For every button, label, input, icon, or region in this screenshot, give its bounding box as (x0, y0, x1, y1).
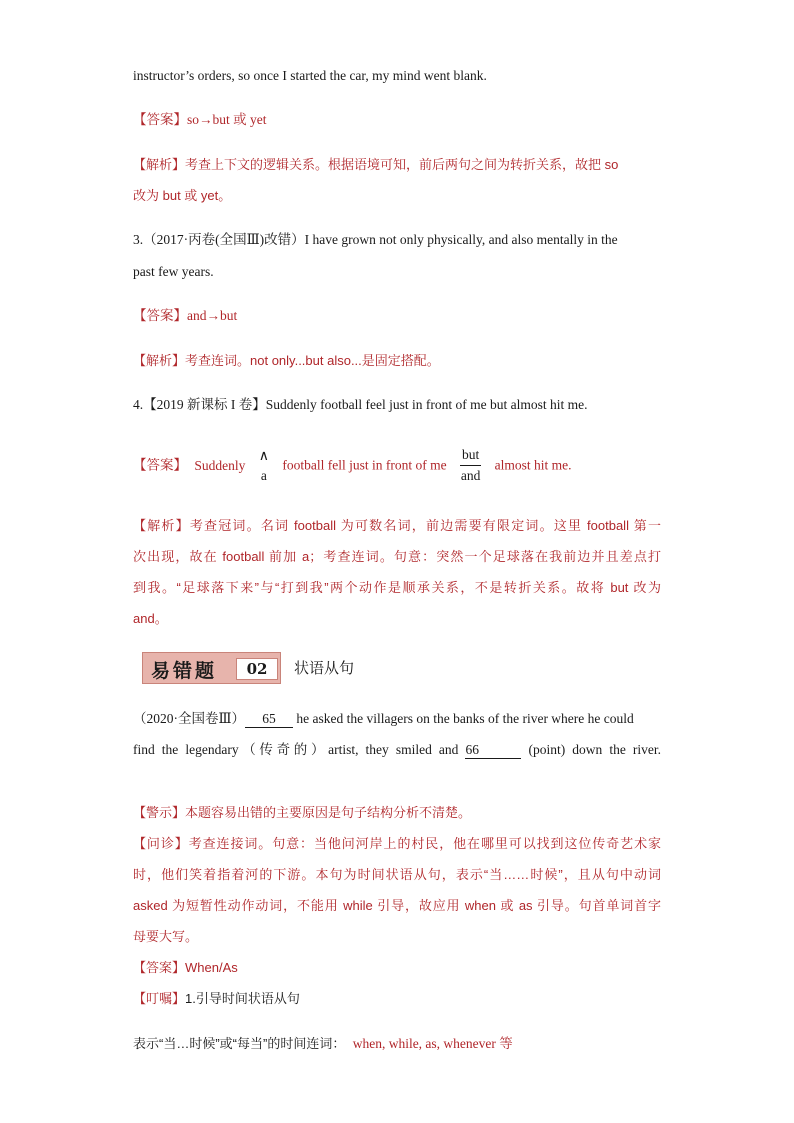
q5-diagnosis-line-1 (133, 834, 661, 854)
q3-analysis-text: 考查连词。not only...but also...是固定搭配。 (185, 353, 440, 368)
diagnosis-text-1: 考查连接词。句意：当他问河岸上的村民，他在哪里可以找到这位传奇艺术家 (188, 836, 661, 851)
analysis-label: 【解析】 (133, 353, 186, 368)
q4-analysis-line-1 (133, 516, 661, 536)
q4-answer (133, 445, 572, 486)
section-number: 02 (236, 658, 278, 680)
replacement-word: and (460, 468, 481, 483)
q5-stem-seg-3: (point) down the river. (528, 742, 662, 757)
intro-line: instructor’s orders, so once I started the car, my mind went blank. (133, 68, 487, 83)
answer-label: 【答案】 (133, 112, 187, 127)
warning-text: 本题容易出错的主要原因是句子结构分析不清楚。 (185, 805, 472, 820)
warning-label: 【警示】 (133, 805, 186, 820)
insertion-word: a (260, 467, 267, 483)
q4-analysis-line-2: 次出现，故在 football 前加 a；考查连词。句意：突然一个足球落在我前边并且差点打 (133, 549, 661, 564)
q2-analysis-line-2: 改为 but 或 yet。 (133, 188, 232, 203)
q3-answer (133, 306, 237, 326)
q5-diagnosis-line-4: 母要大写。 (133, 929, 199, 944)
q5-tip (133, 989, 300, 1009)
diagnosis-label: 【问诊】 (133, 836, 189, 851)
q5-answer (133, 958, 238, 978)
section-title: 易错题 (151, 660, 218, 682)
analysis-label: 【解析】 (133, 518, 190, 533)
caret-icon: ∧ (258, 447, 270, 464)
q5-stem-seg-1: he asked the villagers on the banks of the river where he could (296, 711, 634, 726)
q4-answer-part-2: football fell just in front of me (282, 457, 447, 473)
replacement-mark (460, 445, 481, 486)
q3-analysis (133, 351, 440, 371)
section-topic: 状语从句 (294, 660, 355, 677)
tip-text: 1.引导时间状语从句 (185, 991, 300, 1006)
q5-stem-seg-2: find the legendary（传奇的）artist, they smiled and (133, 742, 459, 757)
analysis-label: 【解析】 (133, 157, 186, 172)
q5-answer-text: When/As (185, 960, 238, 975)
insertion-mark (259, 446, 269, 486)
q5-stem-line-2 (133, 740, 661, 760)
q2-analysis-text-1: 考查上下文的逻辑关系。根据语境可知，前后两句之间为转折关系，故把 so (185, 157, 619, 172)
q3-answer-text: and→but (187, 308, 238, 323)
q3-stem-line-1: 3.（2017·丙卷(全国Ⅲ)改错）I have grown not only physically, and also mentally in the (133, 232, 618, 247)
answer-label: 【答案】 (133, 457, 187, 473)
tip-label: 【叮嘱】 (133, 991, 186, 1006)
q5-stem-line-1 (133, 709, 634, 729)
q5-diagnosis-line-2: 时，他们笑着指着河的下游。本句为时间状语从句，表示“当……时候”，且从句中动词 (133, 867, 661, 882)
answer-label: 【答案】 (133, 960, 186, 975)
q4-answer-part-1: Suddenly (194, 457, 246, 473)
q4-analysis-line-4: and。 (133, 611, 168, 626)
answer-label: 【答案】 (133, 308, 187, 323)
q4-answer-part-3: almost hit me. (494, 457, 572, 473)
q4-stem: 4.【2019 新课标 I 卷】Suddenly football feel just in front of me but almost hit me. (133, 397, 588, 412)
q5-source: （2020·全国卷Ⅲ） (133, 711, 246, 726)
blank-65: 65 (245, 711, 293, 728)
q3-stem-line-2: past few years. (133, 264, 214, 279)
q4-analysis-text-1: 考查冠词。名词 football 为可数名词，前边需要有限定词。这里 football 第一 (189, 518, 661, 533)
q5-diagnosis-line-3: asked 为短暂性动作动词，不能用 while 引导，故应用 when 或 as 引导。句首单词首字 (133, 898, 661, 913)
last-line-conjunctions: when, while, as, whenever 等 (352, 1036, 513, 1051)
blank-66: 66 (465, 742, 521, 759)
q2-answer (133, 110, 267, 130)
q4-analysis-line-3: 到我。“足球落下来”与“打到我”两个动作是顺承关系，不是转折关系。故将 but 改为 (133, 580, 661, 595)
section-banner (142, 652, 281, 684)
q5-warning (133, 803, 471, 823)
q2-analysis-line-1 (133, 155, 618, 175)
last-line-label: 表示“当…时候”或“每当”的时间连词： (133, 1036, 346, 1051)
q2-answer-text: so→but 或 yet (187, 112, 267, 127)
replaced-word: but (460, 445, 481, 466)
q5-last-line (133, 1034, 513, 1054)
